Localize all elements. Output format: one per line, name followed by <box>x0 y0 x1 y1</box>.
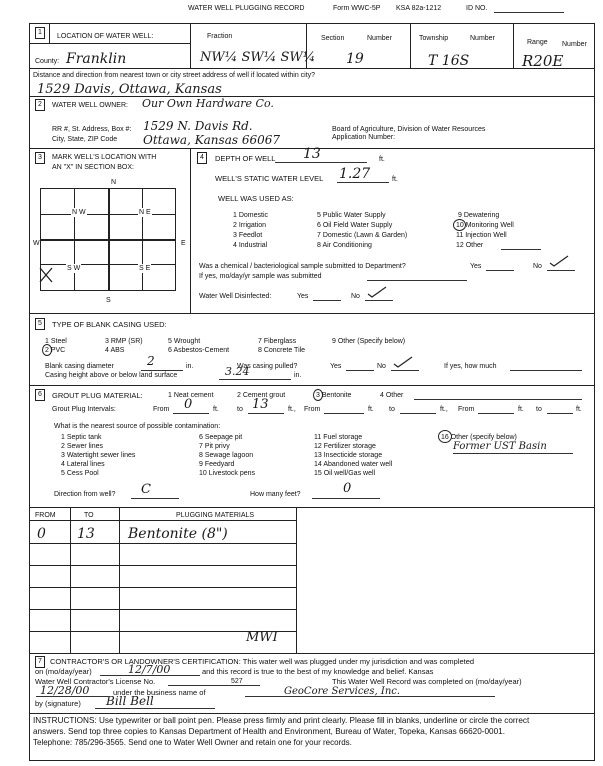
grout-3-circle <box>313 389 323 401</box>
direction-label: Direction from well? <box>54 491 116 498</box>
casing-2-circle <box>42 344 52 356</box>
section-value[interactable]: 19 <box>346 51 364 67</box>
business-name-value[interactable]: GeoCore Services, Inc. <box>284 686 401 697</box>
quadrant-ne: N E <box>139 209 151 216</box>
grout-4[interactable]: 4 Other <box>380 392 404 399</box>
chemical-sample-label: Was a chemical / bacteriological sample submitted to Department? <box>199 263 406 270</box>
county-label: County: <box>35 58 60 65</box>
contam-12[interactable]: 12 Fertilizer storage <box>314 443 376 450</box>
section-5-number: 5 <box>35 318 45 330</box>
ksa-number: KSA 82a-1212 <box>396 5 442 12</box>
table-row-1-from[interactable]: 0 <box>37 526 46 542</box>
contam-4[interactable]: 4 Lateral lines <box>61 461 105 468</box>
casing-8[interactable]: 8 Concrete Tile <box>258 347 306 354</box>
board-label: Board of Agriculture, Division of Water Resources <box>332 126 486 133</box>
range-value[interactable]: R20E <box>522 52 564 70</box>
interval-to-3: to <box>536 406 542 413</box>
casing-height-label: Casing height above or below land surface <box>45 372 178 379</box>
completed-on-label: on (mo/day/year) <box>35 667 92 676</box>
casing-diameter-label: Blank casing diameter <box>45 363 114 370</box>
application-label: Application Number: <box>332 134 396 141</box>
compass-s: S <box>106 297 111 304</box>
casing-7[interactable]: 7 Fiberglass <box>258 338 297 345</box>
compass-w: W <box>33 240 40 247</box>
casing-5[interactable]: 5 Wrought <box>168 338 201 345</box>
township-number-label: Number <box>470 35 495 42</box>
section-label: Section <box>321 35 345 42</box>
record-completed-value[interactable]: 12/28/00 <box>40 684 90 697</box>
how-much-label: If yes, how much <box>444 363 497 370</box>
quadrant-nw: N W <box>72 209 86 216</box>
interval-to-1: to <box>237 406 243 413</box>
contam-16-circle <box>438 430 452 443</box>
grout-3[interactable]: 3 Bentonite <box>316 392 352 399</box>
interval-from-1: From <box>153 406 170 413</box>
contam-3[interactable]: 3 Watertight sewer lines <box>61 452 136 459</box>
id-label: ID NO. <box>466 5 488 12</box>
completed-on-value[interactable]: 12/7/00 <box>128 663 171 676</box>
contam-7[interactable]: 7 Pit privy <box>199 443 230 450</box>
section-grid[interactable] <box>40 188 176 291</box>
interval-to-unit-1: ft., <box>288 406 296 413</box>
range-number-label: Number <box>562 41 587 48</box>
contractor-initials: MWI <box>246 630 278 645</box>
interval-from-unit-2: ft. <box>368 406 374 413</box>
signature-value[interactable]: Bill Bell <box>106 694 154 708</box>
form-number: Form WWC-5P <box>333 5 381 12</box>
depth-value[interactable]: 13 <box>303 146 321 162</box>
disinfected-no[interactable]: No <box>351 293 360 300</box>
quadrant-sw: S W <box>67 265 81 272</box>
quadrant-se: S E <box>139 265 151 272</box>
disinfected-label: Water Well Disinfected: <box>199 293 272 300</box>
used-as-label: WELL WAS USED AS: <box>218 194 294 203</box>
contam-14[interactable]: 14 Abandoned water well <box>314 461 393 468</box>
rr-label: RR #, St. Address, Box #: <box>52 126 132 133</box>
contam-2[interactable]: 2 Sewer lines <box>61 443 104 450</box>
range-label: Range <box>527 39 548 46</box>
grout-label: GROUT PLUG MATERIAL: <box>52 391 143 400</box>
use-12[interactable]: 12 Other <box>456 242 484 249</box>
chemical-no-check-icon <box>548 254 570 268</box>
section-number-label: Number <box>367 35 392 42</box>
interval-from-value[interactable]: 0 <box>184 397 193 412</box>
use-8[interactable]: 8 Air Conditioning <box>317 242 372 249</box>
distance-label: Distance and direction from nearest town or city street address of well if located within city? <box>33 72 316 79</box>
contam-11[interactable]: 11 Fuel storage <box>314 434 363 441</box>
license-label: Water Well Contractor's License No. <box>35 677 156 686</box>
casing-2[interactable]: 2 PVC <box>45 347 66 354</box>
interval-to-unit-3: ft. <box>576 406 582 413</box>
casing-pulled-no-check-icon <box>392 355 414 369</box>
chemical-yes[interactable]: Yes <box>470 263 482 270</box>
fraction-value[interactable]: NW¼ SW¼ SW¼ <box>200 50 316 65</box>
casing-pulled-label: Was casing pulled? <box>237 363 298 370</box>
license-value[interactable]: 527 <box>231 678 243 685</box>
use-11[interactable]: 11 Injection Well <box>456 232 507 239</box>
address-value[interactable]: 1529 Davis, Ottawa, Kansas <box>37 82 222 97</box>
section-6-number: 6 <box>35 389 45 401</box>
instructions-line-3: Telephone: 785/296-3565. Send one to Water Well Owner and retain one for your records. <box>33 738 352 747</box>
casing-height-unit: in. <box>294 372 302 379</box>
direction-value[interactable]: C <box>141 482 151 497</box>
section-7-number: 7 <box>35 656 45 668</box>
contam-9[interactable]: 9 Feedyard <box>199 461 235 468</box>
compass-n: N <box>111 179 117 186</box>
casing-height-value[interactable]: 3.24 <box>225 365 250 378</box>
table-header-from: FROM <box>35 512 56 519</box>
contam-13[interactable]: 13 Insecticide storage <box>314 452 383 459</box>
city-label: City, State, ZIP Code <box>52 136 118 143</box>
grout-1[interactable]: 1 Neat cement <box>168 392 214 399</box>
interval-to-2: to <box>389 406 395 413</box>
contam-8[interactable]: 8 Sewage lagoon <box>199 452 254 459</box>
location-label: LOCATION OF WATER WELL: <box>57 33 154 40</box>
section-4-number: 4 <box>197 152 207 164</box>
casing-diameter-value[interactable]: 2 <box>147 354 155 368</box>
depth-unit: ft. <box>379 156 385 163</box>
section-2-number: 2 <box>35 99 45 111</box>
disinfected-no-check-icon <box>366 285 388 299</box>
use-9[interactable]: 9 Dewatering <box>458 212 500 219</box>
compass-e: E <box>181 240 186 247</box>
instructions-line-2: answers. Send top three copies to Kansas Department of Health and Environment, Bureau of Water, Topeka, Kansas 66620-0001. <box>33 727 505 736</box>
use-10-circle <box>453 219 466 231</box>
casing-diameter-unit: in. <box>186 363 194 370</box>
casing-pulled-yes[interactable]: Yes <box>330 363 342 370</box>
casing-pulled-no[interactable]: No <box>377 363 386 370</box>
casing-3[interactable]: 3 RMP (SR) <box>105 338 143 345</box>
contam-5[interactable]: 5 Cess Pool <box>61 470 99 477</box>
owner-label: WATER WELL OWNER: <box>52 102 128 109</box>
static-level-label: WELL'S STATIC WATER LEVEL <box>215 174 324 183</box>
mark-location-label-2: AN "X" IN SECTION BOX: <box>52 164 134 171</box>
depth-label: DEPTH OF WELL <box>215 154 276 163</box>
table-header-to: TO <box>84 512 94 519</box>
disinfected-yes[interactable]: Yes <box>297 293 309 300</box>
certification-line-1: CONTRACTOR'S OR LANDOWNER'S CERTIFICATION: This water well was plugged under my jurisdiction and was completed <box>50 657 475 666</box>
casing-1[interactable]: 1 Steel <box>45 338 67 345</box>
contam-16[interactable]: 16 Other (specify below) <box>441 434 517 441</box>
static-level-unit: ft. <box>392 176 398 183</box>
city-value[interactable]: Ottawa, Kansas 66067 <box>143 133 280 147</box>
use-6[interactable]: 6 Oil Field Water Supply <box>317 222 393 229</box>
mark-location-label-1: MARK WELL'S LOCATION WITH <box>52 154 157 161</box>
contam-10[interactable]: 10 Livestock pens <box>199 470 256 477</box>
use-10[interactable]: 10 Monitoring Well <box>456 222 514 229</box>
interval-from-unit-1: ft. <box>213 406 219 413</box>
how-many-feet-value[interactable]: 0 <box>343 481 352 496</box>
interval-to-value[interactable]: 13 <box>252 397 269 412</box>
section-3-number: 3 <box>35 152 45 164</box>
township-label: Township <box>419 35 449 42</box>
interval-from-3: From <box>458 406 475 413</box>
location-x-mark <box>38 266 54 284</box>
casing-9[interactable]: 9 Other (Specify below) <box>332 338 406 345</box>
certification-line-2: and this record is true to the best of my knowledge and belief. Kansas <box>202 667 434 676</box>
table-row-1-material[interactable]: Bentonite (8") <box>128 526 228 542</box>
interval-to-unit-2: ft., <box>440 406 448 413</box>
fraction-label: Fraction <box>207 33 233 40</box>
how-many-feet-label: How many feet? <box>250 491 301 498</box>
contam-15[interactable]: 15 Oil well/Gas well <box>314 470 376 477</box>
grout-2[interactable]: 2 Cement grout <box>237 392 286 399</box>
signature-label: by (signature) <box>35 699 81 708</box>
use-2[interactable]: 2 Irrigation <box>233 222 267 229</box>
township-value[interactable]: T 16S <box>428 53 470 69</box>
static-level-value[interactable]: 1.27 <box>339 166 371 182</box>
owner-value[interactable]: Our Own Hardware Co. <box>142 97 274 110</box>
table-header-materials: PLUGGING MATERIALS <box>176 512 255 519</box>
form-title: WATER WELL PLUGGING RECORD <box>188 5 305 12</box>
instructions-line-1: INSTRUCTIONS: Use typewriter or ball point pen. Please press firmly and print clearly. Please fill in blanks, underline or circle the correct <box>33 716 530 725</box>
contamination-label: What is the nearest source of possible contamination: <box>54 423 221 430</box>
use-5[interactable]: 5 Public Water Supply <box>317 212 386 219</box>
use-4[interactable]: 4 Industrial <box>233 242 268 249</box>
contam-1[interactable]: 1 Septic tank <box>61 434 102 441</box>
use-3[interactable]: 3 Feedlot <box>233 232 263 239</box>
county-value[interactable]: Franklin <box>66 51 127 67</box>
casing-6[interactable]: 6 Asbestos-Cement <box>168 347 230 354</box>
casing-4[interactable]: 4 ABS <box>105 347 125 354</box>
use-1[interactable]: 1 Domestic <box>233 212 269 219</box>
record-completed-label: This Water Well Record was completed on (mo/day/year) <box>332 677 522 686</box>
business-name-label: under the business name of <box>113 688 206 697</box>
interval-from-2: From <box>304 406 321 413</box>
contam-other-value[interactable]: Former UST Basin <box>453 441 547 452</box>
interval-from-unit-3: ft. <box>518 406 524 413</box>
section-1-number: 1 <box>35 27 45 39</box>
rr-value[interactable]: 1529 N. Davis Rd. <box>143 119 253 133</box>
contam-6[interactable]: 6 Seepage pit <box>199 434 243 441</box>
casing-type-label: TYPE OF BLANK CASING USED: <box>52 320 167 329</box>
use-7[interactable]: 7 Domestic (Lawn & Garden) <box>317 232 408 239</box>
chemical-no[interactable]: No <box>533 263 542 270</box>
table-row-1-to[interactable]: 13 <box>77 526 95 542</box>
interval-label: Grout Plug Intervals: <box>52 406 116 413</box>
sample-date-label: If yes, mo/day/yr sample was submitted <box>199 273 322 280</box>
